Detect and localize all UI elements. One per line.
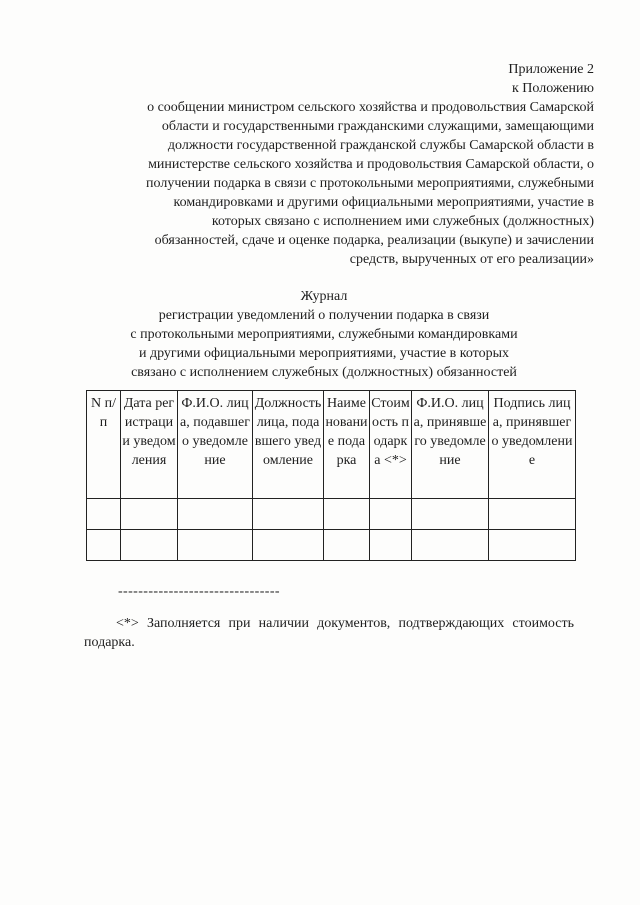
column-header-receiver-signature: Подпись лица, принявшего уведомление (489, 391, 576, 499)
table-cell (370, 499, 412, 530)
registration-table (86, 390, 576, 561)
appendix-body-line: области и государственными гражданскими служащими, замещающими (161, 119, 594, 134)
table-cell (121, 499, 178, 530)
table-cell (178, 530, 253, 561)
appendix-body-line: должности государственной гражданской службы Самарской области в (167, 138, 594, 153)
table-cell (178, 499, 253, 530)
column-header-submitter-name: Ф.И.О. лица, подавшего уведомление (178, 391, 253, 499)
appendix-body-line: обязанностей, сдаче и оценке подарка, реализации (выкупе) и зачислении (154, 233, 594, 248)
table-cell (489, 499, 576, 530)
appendix-number: Приложение 2 (508, 62, 594, 77)
table-cell (370, 530, 412, 561)
table-cell (253, 530, 324, 561)
table-cell (412, 530, 489, 561)
column-header-receiver-name: Ф.И.О. лица, принявшего уведомление (412, 391, 489, 499)
table-cell (324, 530, 370, 561)
column-header-registration-date: Дата регистрации уведомления (121, 391, 178, 499)
table-cell (87, 499, 121, 530)
journal-subtitle-line: регистрации уведомлений о получении подарка в связи (158, 308, 490, 323)
appendix-reference: к Положению (511, 81, 594, 96)
table-cell (489, 530, 576, 561)
journal-subtitle-line: с протокольными мероприятиями, служебными командировками (130, 327, 518, 342)
appendix-body-line: командировками и другими официальными мероприятиями, участие в (173, 195, 594, 210)
column-header-submitter-position: Должность лица, подавшего уведомление (253, 391, 324, 499)
journal-subtitle-line: связано с исполнением служебных (должностных) обязанностей (131, 365, 517, 380)
table-row (87, 530, 576, 561)
appendix-body-line: которых связано с исполнением ими служебных (должностных) (211, 214, 594, 229)
table-cell (253, 499, 324, 530)
table-cell (121, 530, 178, 561)
table-cell (324, 499, 370, 530)
appendix-body-line: о сообщении министром сельского хозяйства и продовольствия Самарской (147, 100, 594, 115)
journal-title: Журнал (300, 289, 348, 304)
column-header-number: N п/п (87, 391, 121, 499)
appendix-body-line: министерстве сельского хозяйства и продовольствия Самарской области, о (148, 157, 594, 172)
appendix-body-line: средств, вырученных от его реализации» (349, 252, 594, 267)
column-header-gift-cost: Стоимость подарка <*> (370, 391, 412, 499)
table-cell (412, 499, 489, 530)
column-header-gift-name: Наименование подарка (324, 391, 370, 499)
table-row (87, 499, 576, 530)
footnote-text: <*> Заполняется при наличии документов, подтверждающих стоимость подарка. (84, 616, 574, 650)
journal-subtitle-line: и другими официальными мероприятиями, участие в которых (138, 346, 510, 361)
footnote-separator: -------------------------------- (118, 584, 280, 599)
appendix-body-line: получении подарка в связи с протокольными мероприятиями, служебными (146, 176, 594, 191)
table-cell (87, 530, 121, 561)
table-header-row (87, 391, 576, 499)
